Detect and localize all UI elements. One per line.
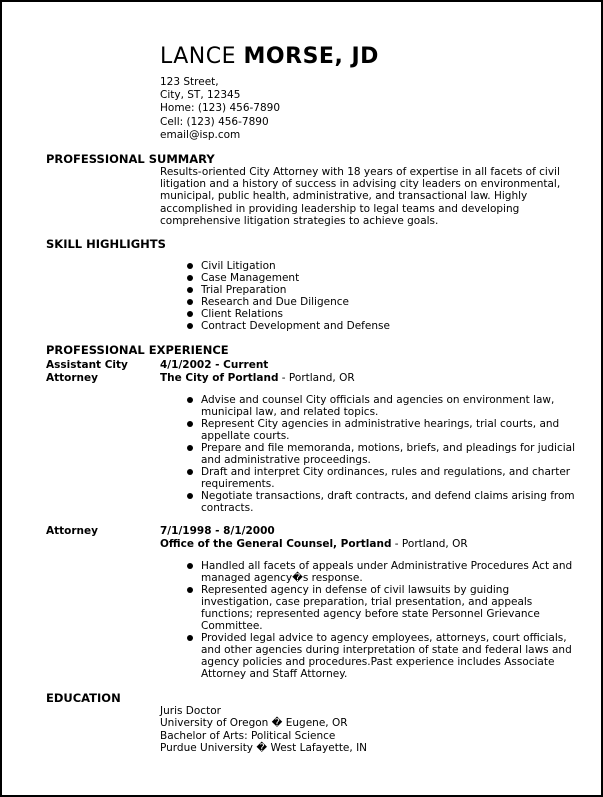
duty-item: Handled all facets of appeals under Administrative Procedures Act and managed agency�s response.	[187, 560, 577, 584]
duty-item: Negotiate transactions, draft contracts, and defend claims arising from contracts.	[187, 490, 577, 514]
school: Purdue University � West Lafayette, IN	[160, 742, 368, 755]
skill-item: Case Management	[187, 272, 567, 284]
last-name: MORSE, JD	[243, 44, 379, 69]
degree: Bachelor of Arts: Political Science	[160, 729, 336, 742]
skill-item: Civil Litigation	[187, 260, 567, 272]
job-title: Assistant City Attorney	[46, 359, 128, 384]
address-line: 123 Street,	[160, 76, 219, 88]
summary-text: Results-oriented City Attorney with 18 years of expertise in all facets of civil litigation and a history of success in advising city leaders on environmental, municipal, public health, administrative, and transactional law. Highly accomplished in providing leadership to legal teams and developing comprehensive litigation strategies to achieve goals.	[160, 166, 561, 227]
job-header	[160, 359, 580, 385]
duty-item: Represent City agencies in administrative hearings, trial courts, and appellate courts.	[187, 418, 577, 442]
job-employer: Office of the General Counsel, Portland	[160, 538, 392, 550]
cell-phone: Cell: (123) 456-7890	[160, 115, 269, 128]
job-duties	[187, 560, 577, 680]
skills-heading: SKILL HIGHLIGHTS	[46, 237, 166, 251]
job-location: - Portland, OR	[391, 538, 468, 550]
duty-item: Draft and interpret City ordinances, rules and regulations, and charter requirements.	[187, 466, 577, 490]
contact-info	[160, 76, 280, 142]
job-dates: 4/1/2002 - Current	[160, 359, 269, 371]
duty-item: Represented agency in defense of civil lawsuits by guiding investigation, case preparation, trial presentation, and appeals functions; represented agency before state Personnel Grievance Committee.	[187, 584, 577, 632]
experience-heading: PROFESSIONAL EXPERIENCE	[46, 343, 229, 357]
candidate-name	[160, 44, 379, 69]
job-duties	[187, 394, 577, 514]
job-employer-line	[160, 538, 580, 551]
city-line: City, ST, 12345	[160, 89, 241, 102]
skill-item: Contract Development and Defense	[187, 320, 567, 332]
duty-item: Provided legal advice to agency employees, attorneys, court officials, and other agencies during interpretation of state and federal laws and agency policies and procedures.Past experience includes Associate Attorney and Staff Attorney.	[187, 632, 577, 680]
degree: Juris Doctor	[160, 705, 221, 717]
skill-item: Research and Due Diligence	[187, 296, 567, 308]
job-title: Attorney	[46, 525, 98, 537]
duty-item: Advise and counsel City officials and agencies on environment law, municipal law, and related topics.	[187, 394, 577, 418]
education-details	[160, 705, 367, 755]
home-phone: Home: (123) 456-7890	[160, 102, 281, 115]
education-heading: EDUCATION	[46, 691, 121, 705]
job-dates: 7/1/1998 - 8/1/2000	[160, 525, 275, 537]
email: email@isp.com	[160, 128, 241, 141]
skill-item: Trial Preparation	[187, 284, 567, 296]
job-employer-line	[160, 372, 580, 385]
summary-heading: PROFESSIONAL SUMMARY	[46, 152, 215, 166]
skills-list	[187, 260, 567, 332]
first-name: LANCE	[160, 44, 237, 69]
skill-item: Client Relations	[187, 308, 567, 320]
school: University of Oregon � Eugene, OR	[160, 717, 348, 730]
job-header	[160, 525, 580, 551]
job-location: - Portland, OR	[278, 372, 355, 384]
job-employer: The City of Portland	[160, 372, 279, 384]
duty-item: Prepare and file memoranda, motions, briefs, and pleadings for judicial and administrative proceedings.	[187, 442, 577, 466]
